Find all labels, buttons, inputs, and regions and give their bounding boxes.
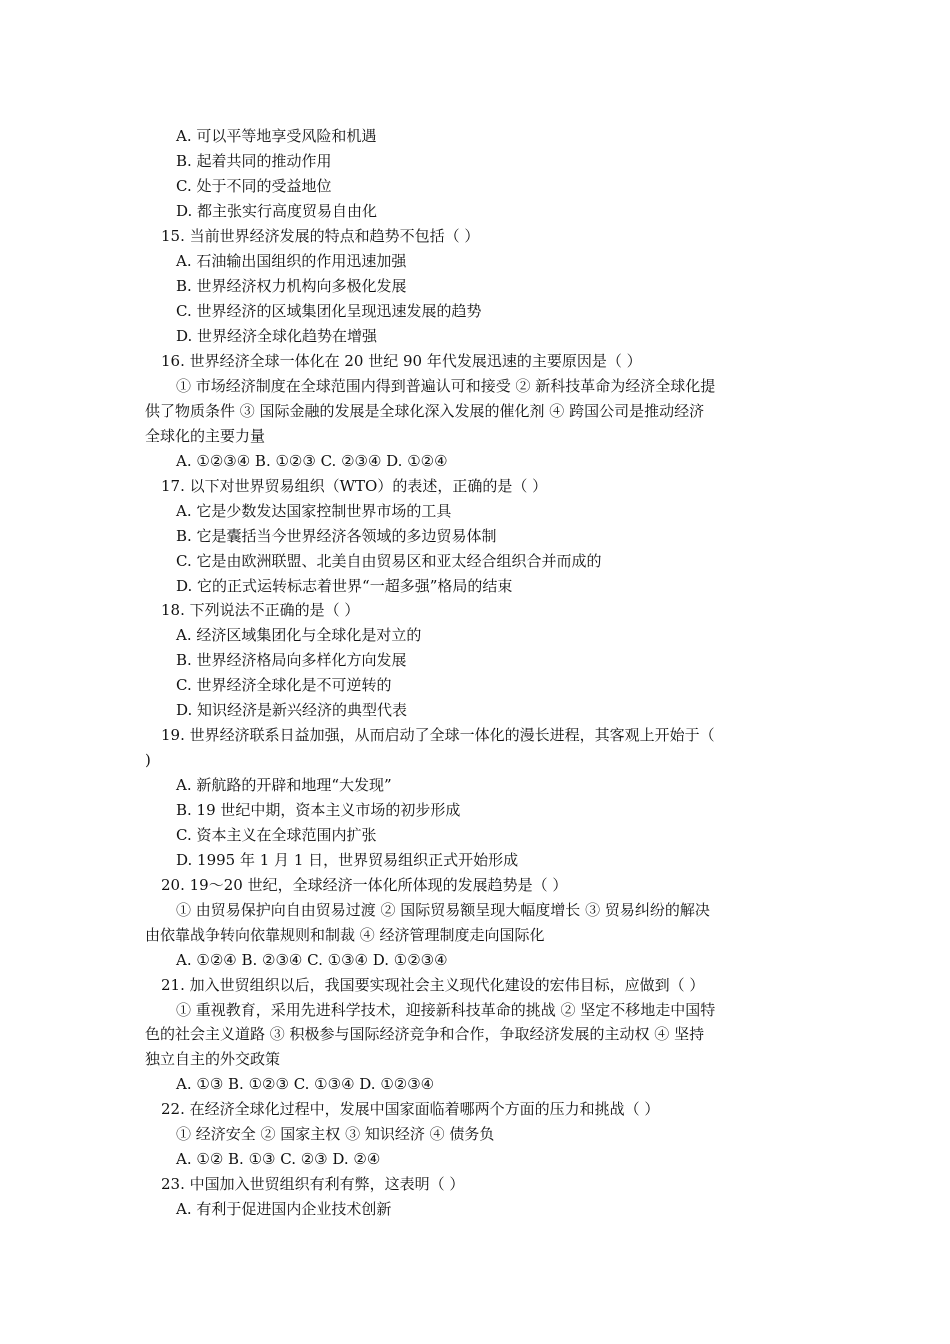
q20-stem: 20. 19～20 世纪，全球经济一体化所体现的发展趋势是（ ） [161,876,568,894]
q17-option-d: D. 它的正式运转标志着世界“一超多强”格局的结束 [176,577,513,595]
q18-option-d: D. 知识经济是新兴经济的典型代表 [176,701,408,719]
q14-option-c: C. 处于不同的受益地位 [176,177,332,195]
q22-stem: 22. 在经济全球化过程中，发展中国家面临着哪两个方面的压力和挑战（ ） [161,1100,660,1118]
q21-statement-line: ① 重视教育，采用先进科学技术，迎接新科技革命的挑战 ② 坚定不移地走中国特 [176,1001,716,1019]
q19-option-b: B. 19 世纪中期，资本主义市场的初步形成 [176,801,461,819]
q17-option-b: B. 它是囊括当今世界经济各领域的多边贸易体制 [176,527,497,545]
q16-statement-line: ① 市场经济制度在全球范围内得到普遍认可和接受 ② 新科技革命为经济全球化提 [176,377,716,395]
q16-statement-line: 全球化的主要力量 [145,427,266,445]
q20-answer-choices: A. ①②④ B. ②③④ C. ①③④ D. ①②③④ [176,951,448,969]
q14-option-d: D. 都主张实行高度贸易自由化 [176,202,378,220]
q19-stem: 19. 世界经济联系日益加强，从而启动了全球一体化的漫长进程，其客观上开始于（ [161,726,715,744]
q21-answer-choices: A. ①③ B. ①②③ C. ①③④ D. ①②③④ [176,1075,435,1093]
q16-stem: 16. 世界经济全球一体化在 20 世纪 90 年代发展迅速的主要原因是（ ） [161,352,642,370]
q15-option-a: A. 石油输出国组织的作用迅速加强 [176,252,407,270]
q14-option-a: A. 可以平等地享受风险和机遇 [176,127,377,145]
q23-option-a: A. 有利于促进国内企业技术创新 [176,1200,392,1218]
q19-stem-continuation: ) [145,751,151,769]
q15-option-b: B. 世界经济权力机构向多极化发展 [176,277,407,295]
q21-stem: 21. 加入世贸组织以后，我国要实现社会主义现代化建设的宏伟目标，应做到（ ） [161,976,705,994]
q20-statement-line: 由依靠战争转向依靠规则和制裁 ④ 经济管理制度走向国际化 [145,926,545,944]
q22-statement-line: ① 经济安全 ② 国家主权 ③ 知识经济 ④ 债务负 [176,1125,495,1143]
q19-option-c: C. 资本主义在全球范围内扩张 [176,826,377,844]
q16-statement-line: 供了物质条件 ③ 国际金融的发展是全球化深入发展的催化剂 ④ 跨国公司是推动经济 [145,402,705,420]
q21-statement-line: 色的社会主义道路 ③ 积极参与国际经济竞争和合作，争取经济发展的主动权 ④ 坚持 [145,1025,705,1043]
q18-stem: 18. 下列说法不正确的是（ ） [161,601,360,619]
q17-stem: 17. 以下对世界贸易组织（WTO）的表述，正确的是（ ） [161,477,548,495]
q22-answer-choices: A. ①② B. ①③ C. ②③ D. ②④ [176,1150,381,1168]
q17-option-a: A. 它是少数发达国家控制世界市场的工具 [176,502,452,520]
q18-option-c: C. 世界经济全球化是不可逆转的 [176,676,392,694]
q20-statement-line: ① 由贸易保护向自由贸易过渡 ② 国际贸易额呈现大幅度增长 ③ 贸易纠纷的解决 [176,901,710,919]
q15-option-c: C. 世界经济的区域集团化呈现迅速发展的趋势 [176,302,482,320]
q16-answer-choices: A. ①②③④ B. ①②③ C. ②③④ D. ①②④ [176,452,448,470]
q17-option-c: C. 它是由欧洲联盟、北美自由贸易区和亚太经合组织合并而成的 [176,552,602,570]
q23-stem: 23. 中国加入世贸组织有利有弊，这表明（ ） [161,1175,465,1193]
q14-option-b: B. 起着共同的推动作用 [176,152,332,170]
q15-stem: 15. 当前世界经济发展的特点和趋势不包括（ ） [161,227,480,245]
q19-option-d: D. 1995 年 1 月 1 日，世界贸易组织正式开始形成 [176,851,519,869]
q18-option-b: B. 世界经济格局向多样化方向发展 [176,651,407,669]
q21-statement-line: 独立自主的外交政策 [145,1050,281,1068]
q18-option-a: A. 经济区域集团化与全球化是对立的 [176,626,422,644]
q15-option-d: D. 世界经济全球化趋势在增强 [176,327,378,345]
q19-option-a: A. 新航路的开辟和地理“大发现” [176,776,392,794]
